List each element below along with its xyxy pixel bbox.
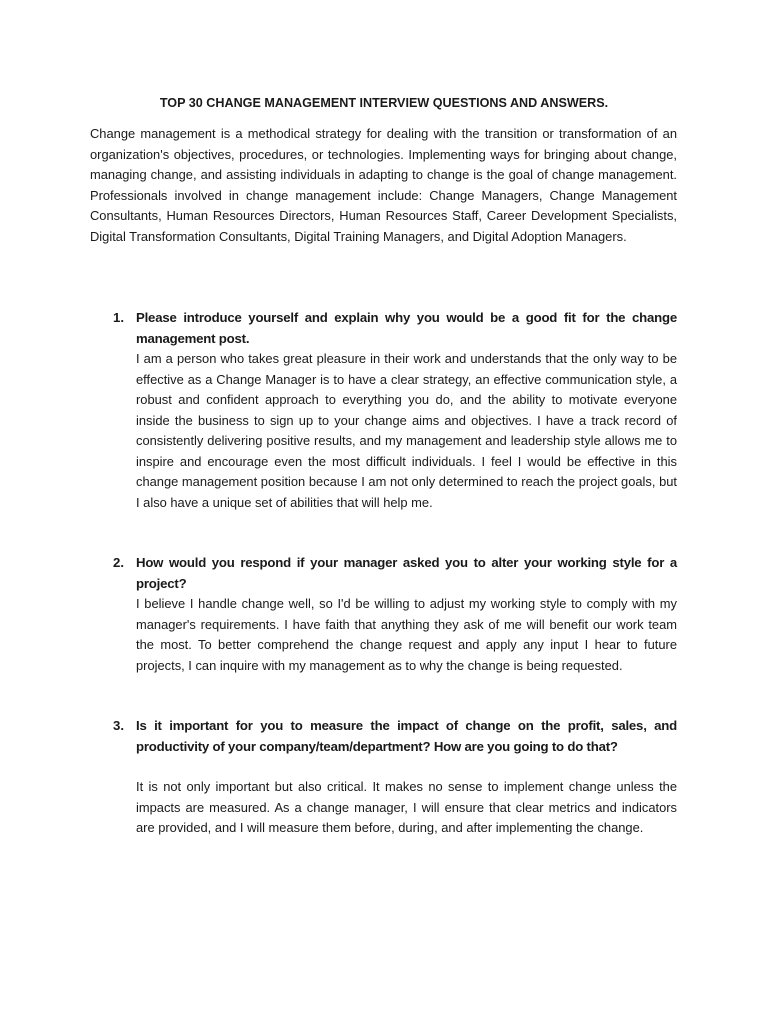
answer-text: I believe I handle change well, so I'd be willing to adjust my working style to comply with my manager's requirements. I have faith that anything they ask of me will benefit our work team the most. To better comprehend the change request and apply any input I hear to future projects, I can inquire with my management as to why the change is being requested. [136, 596, 677, 673]
question-number: 3. [113, 718, 124, 733]
answer-text: It is not only important but also critical. It makes no sense to implement change unless the impacts are measured. As a change manager, I will ensure that clear metrics and indicators are provided, and I will measure them before, during, and after implementing the change. [136, 779, 677, 835]
question-item [113, 553, 677, 676]
question-number: 1. [113, 310, 124, 325]
question-item [113, 308, 677, 513]
question-item [113, 716, 677, 839]
intro-paragraph: Change management is a methodical strategy for dealing with the transition or transformation of an organization's objectives, procedures, or technologies. Implementing ways for bringing about change, managing change, and assisting individuals in adapting to change is the goal of change management. Professionals involved in change management include: Change Managers, Change Management Consultants, Human Resources Directors, Human Resources Staff, Career Development Specialists, Digital Transformation Consultants, Digital Training Managers, and Digital Adoption Managers. [90, 126, 677, 244]
answer-text: I am a person who takes great pleasure in their work and understands that the only way to be effective as a Change Manager is to have a clear strategy, an effective communication style, a robust and confident approach to everything you do, and the ability to motivate everyone inside the business to sign up to your change aims and objectives. I have a track record of consistently delivering positive results, and my management and leadership style allows me to inspire and encourage even the most difficult individuals. I feel I would be effective in this change management position because I am not only determined to reach the project goals, but I also have a unique set of abilities that will help me. [136, 351, 677, 510]
question-number: 2. [113, 555, 124, 570]
question-text: Is it important for you to measure the impact of change on the profit, sales, and productivity of your company/team/department? How are you going to do that? [136, 718, 677, 754]
document-title: TOP 30 CHANGE MANAGEMENT INTERVIEW QUESTIONS AND ANSWERS. [159, 96, 609, 110]
question-text: Please introduce yourself and explain why you would be a good fit for the change management post. [136, 310, 677, 346]
question-text: How would you respond if your manager asked you to alter your working style for a project? [136, 555, 677, 591]
